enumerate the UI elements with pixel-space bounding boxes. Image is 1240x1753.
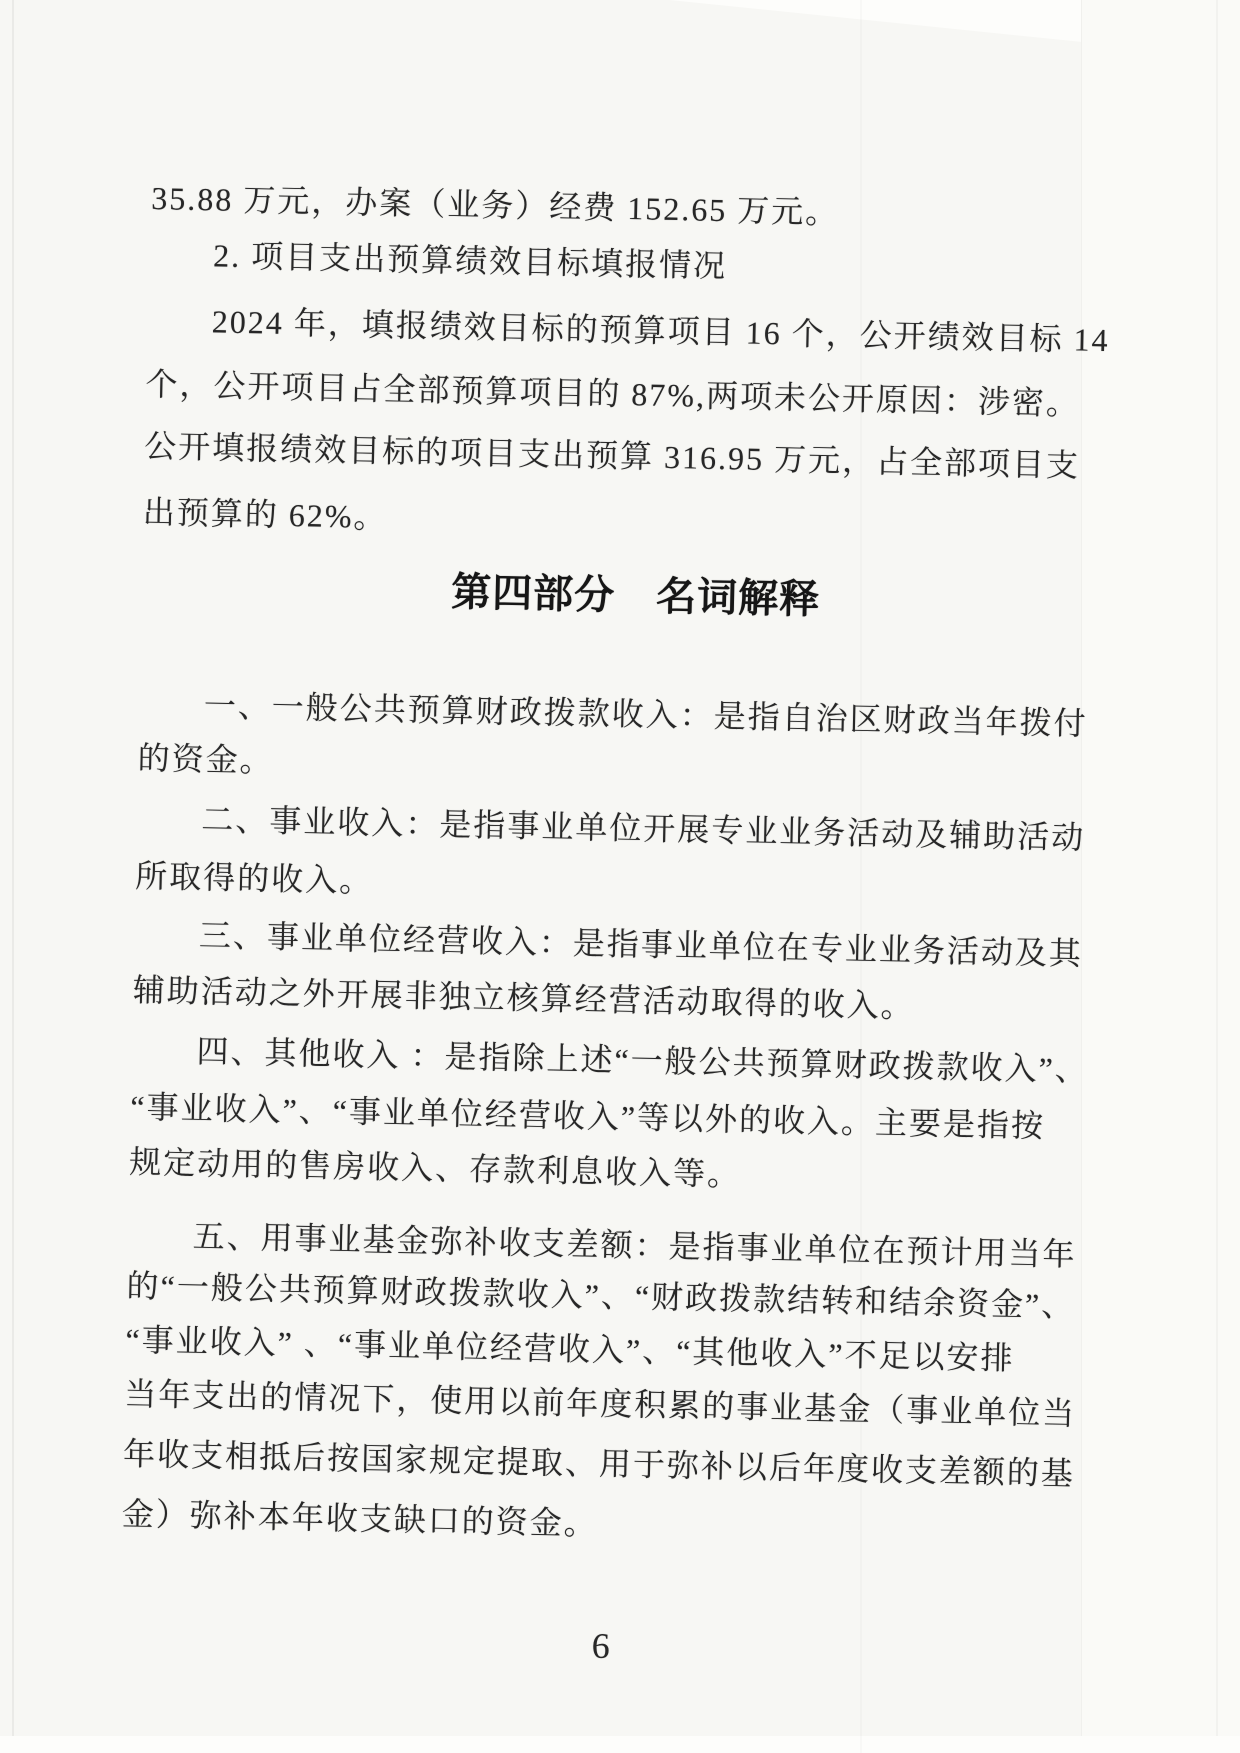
body-line: “事业收入”、“事业单位经营收入”等以外的收入。主要是指按: [129, 1088, 1046, 1144]
body-line: 二、事业收入：是指事业单位开展专业业务活动及辅助活动: [201, 801, 1086, 856]
document-content: [118, 170, 1111, 1729]
body-line: 个，公开项目占全部预算项目的 87%,两项未公开原因：涉密。: [145, 365, 1081, 422]
body-line: 2024 年，填报绩效目标的预算项目 16 个，公开绩效目标 14: [211, 303, 1111, 359]
body-line: 辅助活动之外开展非独立核算经营活动取得的收入。: [132, 971, 916, 1025]
scan-artifact-paper-left-edge: [12, 0, 14, 1753]
body-line: 公开填报绩效目标的项目支出预算 316.95 万元，占全部项目支: [143, 427, 1081, 484]
body-line: 的资金。: [137, 739, 275, 779]
body-line: 五、用事业基金弥补收支差额：是指事业单位在预计用当年: [192, 1218, 1077, 1273]
body-line: 三、事业单位经营收入：是指事业单位在专业业务活动及其: [198, 917, 1084, 972]
body-line: 金）弥补本年收支缺口的资金。: [121, 1495, 599, 1542]
scan-artifact-bottom-edge: [0, 1736, 1240, 1753]
body-line: 年收支相抵后按国家规定提取、用于弥补以后年度收支差额的基: [122, 1435, 1076, 1492]
scan-artifact-top-edge: [0, 0, 1240, 58]
body-line: 2. 项目支出预算绩效目标填报情况: [212, 237, 728, 285]
body-line: 所取得的收入。: [134, 857, 374, 899]
body-line: 出预算的 62%。: [142, 493, 388, 536]
body-line: 的“一般公共预算财政拨款收入”、“财政拨款结转和结余资金”、: [126, 1267, 1076, 1324]
body-line: 规定动用的售房收入、存款利息收入等。: [128, 1143, 742, 1193]
body-line: “事业收入” 、“事业单位经营收入”、“其他收入”不足以安排: [125, 1321, 1015, 1377]
section-heading: 第四部分 名词解释: [450, 570, 821, 623]
body-line: 当年支出的情况下，使用以前年度积累的事业基金（事业单位当: [123, 1375, 1077, 1432]
body-line: 35.88 万元，办案（业务）经费 152.65 万元。: [151, 180, 840, 231]
body-line: 一、一般公共预算财政拨款收入：是指自治区财政当年拨付: [203, 687, 1089, 742]
scan-artifact-paper-right-edge: [1216, 0, 1218, 1753]
body-line: 四、其他收入 ：是指除上述“一般公共预算财政拨款收入”、: [196, 1033, 1090, 1088]
page-number: 6: [591, 1625, 611, 1666]
